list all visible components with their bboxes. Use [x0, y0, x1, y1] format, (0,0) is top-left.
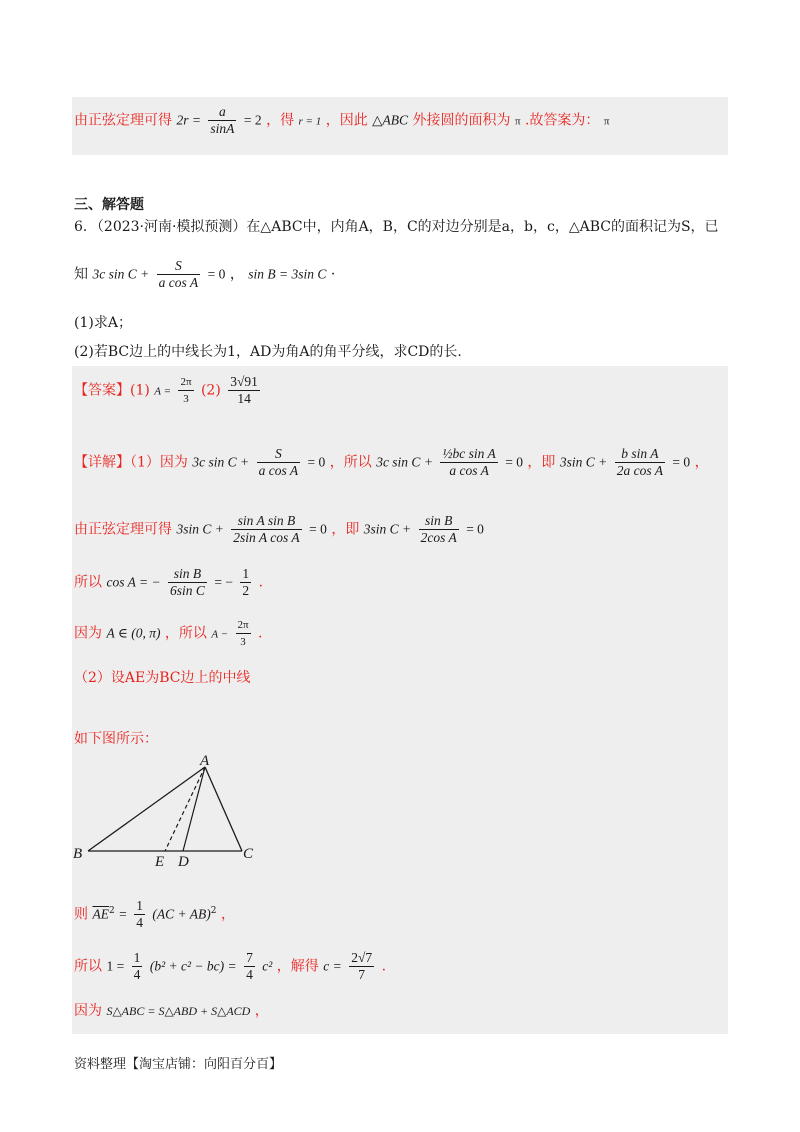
median-ae: [165, 767, 205, 851]
detail-line-5: （2）设AE为BC边上的中线: [74, 670, 251, 686]
detail-line-1: 【详解】（1）因为 3c sin C + $\frac{S}{\text{a cos A}}$ = 0 ，所以 3c sin C + $\frac{\text{½bc sin A}}{\text{a cos A}}$ = 0 ，即 3sin C + $\frac{\text{b sin A}}{\text{2a cos A}}$ = 0 ，: [74, 446, 709, 478]
fraction: $\frac{7}{4}$: [246, 950, 253, 982]
fraction: $\frac{\text{sin B}}{\text{6sin C}}$: [170, 566, 205, 598]
triangle-figure: [70, 752, 270, 872]
fraction: $\frac{\text{sin A sin B}}{\text{2sin A cos A}}$: [233, 513, 300, 545]
fraction: $\frac{\text{sin B}}{\text{2cos A}}$: [420, 513, 457, 545]
vertex-label-a: A: [200, 753, 210, 769]
detail-line-2: 由正弦定理可得 3sin C + $\frac{\text{sin A sin B}}{\text{2sin A cos A}}$ = 0 ，即 3sin C + $\frac{\text{sin B}}{\text{2cos A}}$ = 0: [74, 513, 484, 545]
detail-line-9: 因为 S△ABC = S△ABD + S△ACD ，: [74, 1003, 269, 1019]
page-footer: 资料整理【淘宝店铺：向阳百分百】: [74, 1057, 283, 1072]
detail-line-4: 因为 A ∈ (0, π) ，所以 A − $\frac{2\pi}{3}$ .: [74, 619, 263, 648]
fraction: $\frac{1}{4}$: [133, 950, 141, 982]
fraction: $\frac{S}{\text{a cos A}}$: [258, 446, 299, 478]
fraction: $\frac{3√91}{14}$: [230, 374, 258, 406]
fraction: $\frac{\text{b sin A}}{\text{2a cos A}}$: [616, 446, 663, 478]
answer-line: 【答案】(1) A = $\frac{2\pi}{3}$ (2) $\frac{3√91}{14}$: [74, 374, 258, 406]
detail-line-8: 所以 1 = $\frac{1}{4}$ (b² + c² − bc) = $\frac{7}{4}$ c² ，解得 c = $\frac{2√7}{7}$ .: [74, 950, 387, 982]
fraction: $\frac{a}{\sin A}$: [210, 104, 235, 136]
bisector-ad: [183, 767, 205, 851]
fraction: $\frac{1}{4}$: [136, 898, 143, 930]
problem-line-1: 6．（2023·河南·模拟预测）在△ABC中，内角A，B，C的对边分别是a，b，c，△ABC的面积记为S，已: [74, 219, 719, 235]
fraction: $\frac{S}{\text{a cos A}}$: [158, 258, 199, 290]
top-solution-line: 由正弦定理可得 2r = $\frac{a}{\sin A}$ = 2 ，得 r = 1 ，因此 △ABC 外接圆的面积为 π .故答案为： π: [74, 104, 610, 136]
fraction: $\frac{1}{2}$: [242, 566, 250, 598]
vertex-label-c: C: [243, 846, 254, 862]
problem-line-2: 知 3c sin C + $\frac{S}{\text{a cos A}}$ = 0 ， sin B = 3sin C ·: [74, 258, 336, 290]
point-label-d: D: [178, 854, 189, 870]
question-2: (2)若BC边上的中线长为1，AD为角A的角平分线，求CD的长.: [74, 344, 462, 360]
fraction: $\frac{2\pi}{3}$: [237, 619, 249, 648]
question-1: (1)求A；: [74, 315, 132, 331]
section-title: 三、解答题: [74, 197, 144, 213]
side-ab: [88, 767, 205, 851]
detail-line-6: 如下图所示：: [74, 731, 158, 747]
side-ac: [205, 767, 242, 851]
point-label-e: E: [155, 854, 165, 870]
detail-line-3: 所以 cos A = − $\frac{\text{sin B}}{\text{6sin C}}$ = − $\frac{1}{2}$ .: [74, 566, 264, 598]
fraction: $\frac{2\pi}{3}$: [180, 376, 192, 405]
fraction: $\frac{2√7}{7}$: [351, 950, 373, 982]
detail-line-7: 则 $\overline{AE}^2$ = $\frac{1}{4}$ (AC + AB)$^2$ ，: [74, 898, 235, 930]
vertex-label-b: B: [73, 846, 83, 862]
fraction: $\frac{\text{½bc sin A}}{\text{a cos A}}$: [442, 446, 496, 478]
